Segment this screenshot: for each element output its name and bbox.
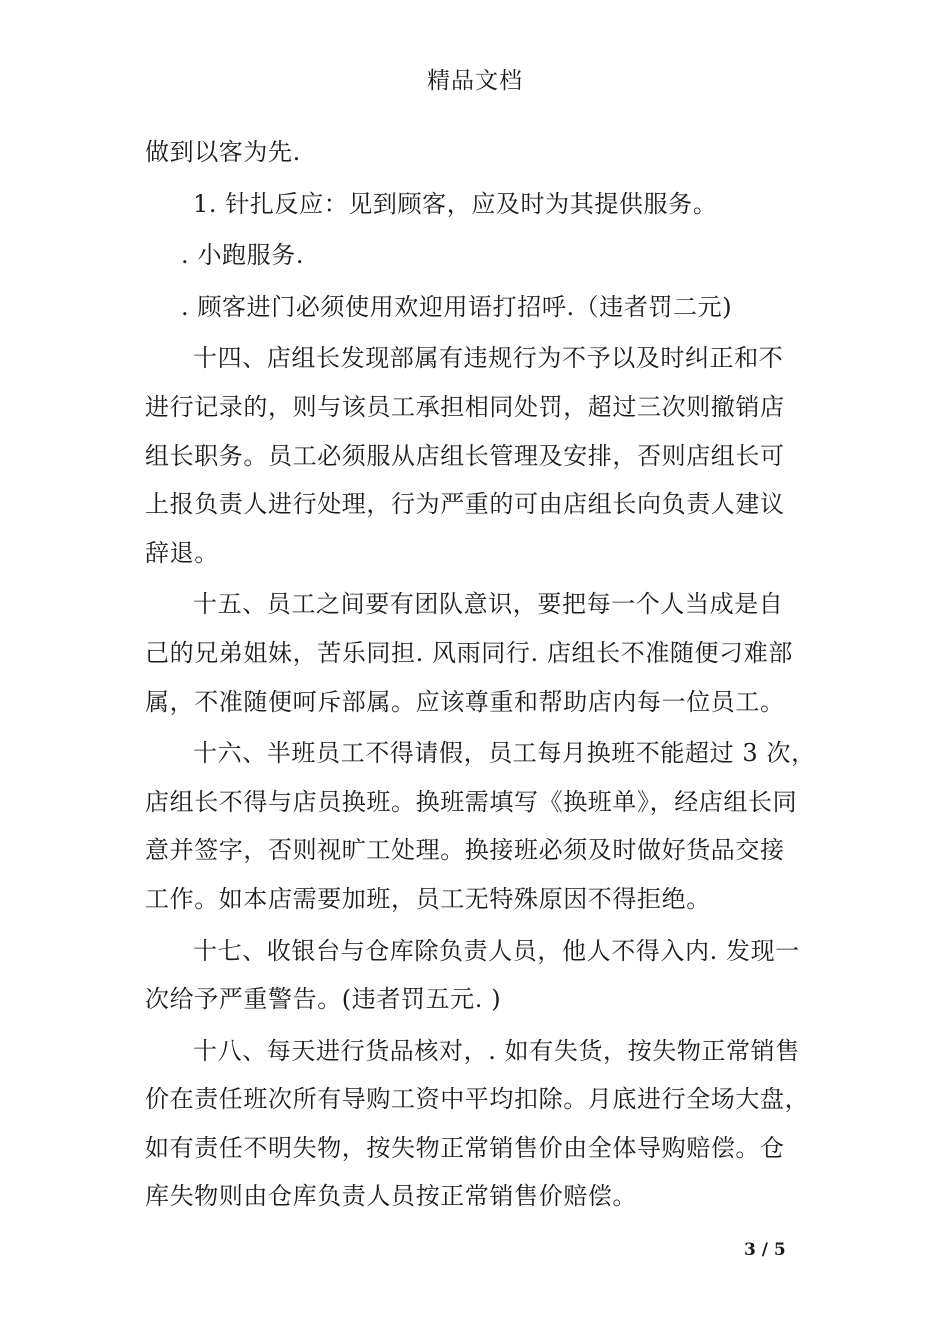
text-line: 进行记录的，则与该员工承担相同处罚，超过三次则撤销店 bbox=[145, 392, 785, 421]
text-line: 1. 针扎反应：见到顾客，应及时为其提供服务。 bbox=[193, 189, 718, 218]
document-body bbox=[145, 128, 815, 1221]
text-line: 辞退。 bbox=[145, 538, 219, 567]
text-line: 十六、半班员工不得请假，员工每月换班不能超过 3 次， bbox=[193, 739, 816, 768]
text-line: 十八、每天进行货品核对，. 如有失货，按失物正常销售 bbox=[193, 1036, 800, 1065]
text-line: 十七、收银台与仓库除负责人员，他人不得入内. 发现一 bbox=[193, 936, 800, 965]
text-line: 属，不准随便呵斥部属。应该尊重和帮助店内每一位员工。 bbox=[145, 687, 785, 716]
text-line: 如有责任不明失物，按失物正常销售价由全体导购赔偿。仓 bbox=[145, 1133, 785, 1162]
text-line: . 顾客进门必须使用欢迎用语打招呼.（违者罚二元) bbox=[181, 292, 733, 321]
text-line: 十五、员工之间要有团队意识，要把每一个人当成是自 bbox=[193, 590, 784, 619]
text-line: 上报负责人进行处理，行为严重的可由店组长向负责人建议 bbox=[145, 490, 785, 519]
text-line: 价在责任班次所有导购工资中平均扣除。月底进行全场大盘， bbox=[145, 1085, 810, 1114]
page-header-title: 精品文档 bbox=[427, 68, 523, 94]
text-line: 十四、店组长发现部属有违规行为不予以及时纠正和不 bbox=[193, 344, 784, 373]
text-line: 店组长不得与店员换班。换班需填写《换班单》，经店组长同 bbox=[145, 787, 798, 816]
page-number: 3 / 5 bbox=[744, 1240, 786, 1260]
text-line: 做到以客为先. bbox=[145, 138, 301, 166]
text-line: 意并签字，否则视旷工处理。换接班必须及时做好货品交接 bbox=[145, 836, 785, 865]
text-line: 己的兄弟姐妹，苦乐同担. 风雨同行. 店组长不准随便刁难部 bbox=[145, 638, 793, 667]
text-line: 库失物则由仓库负责人员按正常销售价赔偿。 bbox=[145, 1182, 637, 1211]
text-line: . 小跑服务. bbox=[181, 241, 305, 270]
text-line: 次给予严重警告。(违者罚五元. ) bbox=[145, 985, 502, 1014]
text-line: 组长职务。员工必须服从店组长管理及安排，否则店组长可 bbox=[145, 441, 785, 470]
text-line: 工作。如本店需要加班，员工无特殊原因不得拒绝。 bbox=[145, 884, 711, 913]
